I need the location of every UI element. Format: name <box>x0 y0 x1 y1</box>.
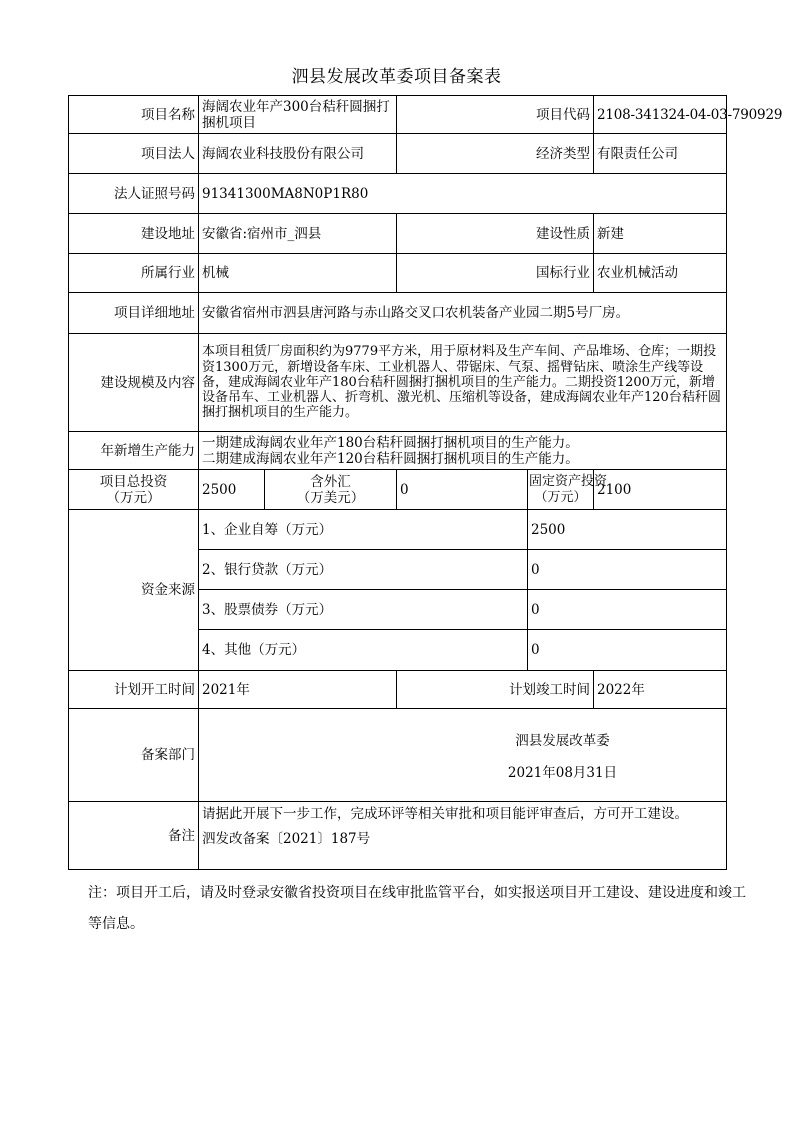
funding-item-label: 1、企业自筹（万元） <box>199 510 528 550</box>
scale-label: 建设规模及内容 <box>69 334 199 432</box>
dept-label: 备案部门 <box>69 709 199 802</box>
site-value: 安徽省:宿州市_泗县 <box>199 214 397 254</box>
license-value: 91341300MA8N0P1R80 <box>199 174 727 214</box>
remark-text: 请据此开展下一步工作，完成环评等相关审批和项目能评审查后，方可开工建设。 <box>202 806 688 822</box>
nature-value: 新建 <box>594 214 727 254</box>
funding-item-value: 0 <box>528 550 727 590</box>
industry-value: 机械 <box>199 254 397 293</box>
project-code-value: 2108-341324-04-03-790929 <box>594 96 727 134</box>
footnote: 注：项目开工后，请及时登录安徽省投资项目在线审批监管平台，如实报送项目开工建设、建设进度和竣工等信息。 <box>88 885 746 932</box>
site-label: 建设地址 <box>69 214 199 254</box>
funding-label: 资金来源 <box>69 510 199 671</box>
forex-value: 0 <box>397 470 528 510</box>
total-invest-label-line-1: 项目总投资 <box>99 473 168 490</box>
end-value: 2022年 <box>594 671 727 709</box>
remark-number: 泗发改备案〔2021〕187号 <box>202 831 371 847</box>
total-invest-value: 2500 <box>199 470 265 510</box>
total-invest-label <box>69 470 199 510</box>
filing-form-table <box>68 95 783 870</box>
page-title: 泗县发展改革委项目备案表 <box>291 67 502 87</box>
remark-cell <box>199 802 727 870</box>
funding-item-value: 2500 <box>528 510 727 550</box>
legal-person-label: 项目法人 <box>69 134 199 174</box>
capacity-value <box>199 432 727 470</box>
address-label: 项目详细地址 <box>69 293 199 334</box>
forex-label-line-1: 含外汇 <box>310 473 351 490</box>
project-name-label: 项目名称 <box>69 96 199 134</box>
total-invest-label-line-2: （万元） <box>106 489 161 506</box>
funding-item-label: 3、股票债券（万元） <box>199 590 528 630</box>
dept-date: 2021年08月31日 <box>507 765 618 781</box>
capacity-line-1: 一期建成海阔农业年产180台秸秆圆捆打捆机项目的生产能力。 <box>202 434 579 451</box>
end-label: 计划竣工时间 <box>397 671 594 709</box>
funding-item-value: 0 <box>528 590 727 630</box>
dept-name: 泗县发展改革委 <box>515 733 610 749</box>
address-value: 安徽省宿州市泗县唐河路与赤山路交叉口农机装备产业园二期5号厂房。 <box>199 293 727 334</box>
funding-item-label: 4、其他（万元） <box>199 630 528 671</box>
capacity-label: 年新增生产能力 <box>69 432 199 470</box>
funding-item-value: 0 <box>528 630 727 671</box>
forex-label-line-2: （万美元） <box>296 489 365 506</box>
fixed-invest-label <box>528 470 608 510</box>
economy-type-value: 有限责任公司 <box>594 134 727 174</box>
scale-value: 本项目租赁厂房面积约为9779平方米，用于原材料及生产车间、产品堆场、仓库；一期投资1300万元，新增设备车床、工业机器人、带锯床、气泵、摇臂钻床、喷涂生产线等设备，建成海阔农业年产180台秸秆圆捆打捆机项目的生产能力。二期投资1200万元，新增设备吊车、工业机器人、折弯机、激光机、压缩机等设备，建成海阔农业年产120台秸秆圆捆打捆机项目的生产能力。 <box>199 334 727 432</box>
fixed-invest-value: 2100 <box>594 470 727 510</box>
funding-item-label: 2、银行贷款（万元） <box>199 550 528 590</box>
std-industry-label: 国标行业 <box>397 254 594 293</box>
start-label: 计划开工时间 <box>69 671 199 709</box>
start-value: 2021年 <box>199 671 397 709</box>
legal-person-value: 海阔农业科技股份有限公司 <box>199 134 397 174</box>
forex-label <box>265 470 397 510</box>
std-industry-value: 农业机械活动 <box>594 254 727 293</box>
project-name-value: 海阔农业年产300台秸秆圆捆打捆机项目 <box>199 96 397 134</box>
capacity-line-2: 二期建成海阔农业年产120台秸秆圆捆打捆机项目的生产能力。 <box>202 450 579 467</box>
fixed-invest-label-line-2: （万元） <box>534 489 587 505</box>
project-code-label: 项目代码 <box>397 96 594 134</box>
industry-label: 所属行业 <box>69 254 199 293</box>
remark-label: 备注 <box>69 802 199 870</box>
dept-cell <box>199 709 727 802</box>
license-label: 法人证照号码 <box>69 174 199 214</box>
economy-type-label: 经济类型 <box>397 134 594 174</box>
fixed-invest-label-line-1: 固定资产投资 <box>529 473 608 489</box>
nature-label: 建设性质 <box>397 214 594 254</box>
